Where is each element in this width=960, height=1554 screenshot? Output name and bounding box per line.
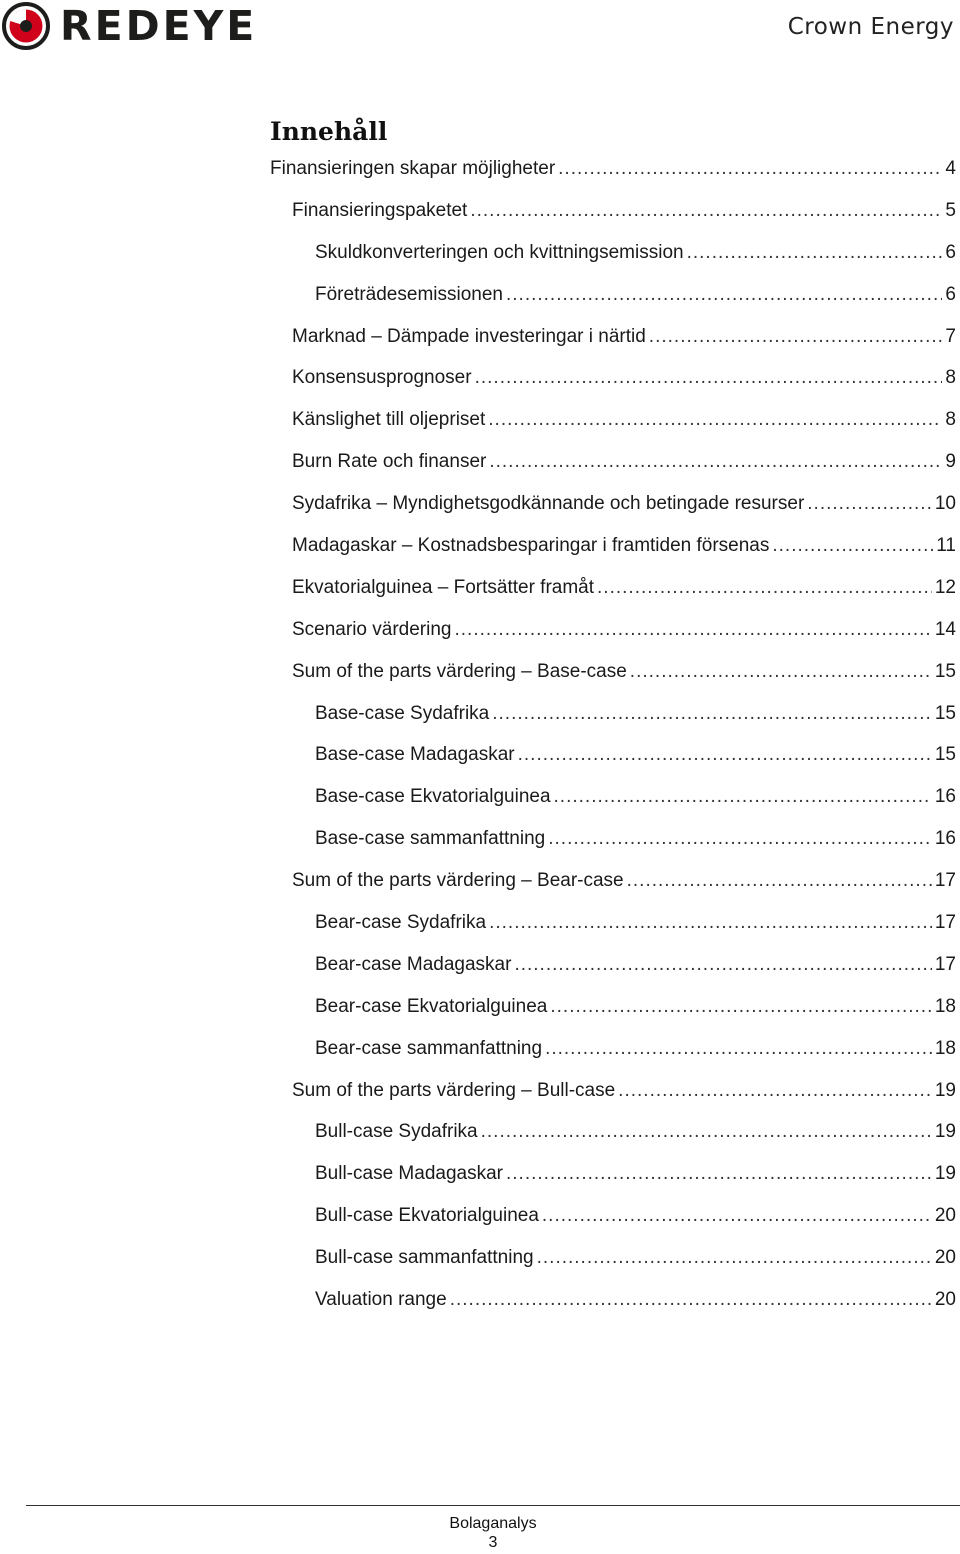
toc-entry[interactable] — [270, 493, 956, 535]
toc-entry[interactable] — [270, 661, 956, 703]
toc-entry-page: 8 — [945, 409, 956, 431]
toc-entry-page: 18 — [934, 995, 956, 1017]
toc-dot-leader — [649, 326, 943, 348]
redeye-eye-icon — [2, 2, 50, 50]
toc-entry-label: Konsensusprognoser — [292, 367, 472, 389]
toc-entry[interactable] — [270, 577, 956, 619]
toc-dot-leader — [597, 577, 932, 599]
toc-entry-label: Bull-case Madagaskar — [315, 1163, 503, 1185]
toc-dot-leader — [772, 535, 933, 557]
toc-dot-leader — [548, 828, 932, 850]
toc-entry-label: Finansieringspaketet — [292, 199, 468, 221]
toc-entry[interactable] — [270, 703, 956, 745]
toc-entry[interactable] — [270, 1289, 956, 1331]
toc-entry[interactable] — [270, 326, 956, 368]
toc-entry[interactable] — [270, 158, 956, 200]
toc-entry-label: Bull-case sammanfattning — [315, 1247, 534, 1269]
toc-entry-label: Känslighet till oljepriset — [292, 409, 486, 431]
toc-entry[interactable] — [270, 409, 956, 451]
toc-dot-leader — [506, 1163, 932, 1185]
toc-entry[interactable] — [270, 619, 956, 661]
toc-entry-page: 5 — [945, 199, 956, 221]
toc-dot-leader — [488, 409, 942, 431]
toc-dot-leader — [454, 619, 931, 641]
toc-entry-page: 4 — [945, 158, 956, 179]
toc-dot-leader — [537, 1247, 932, 1269]
toc-list — [270, 158, 956, 1331]
redeye-logo — [2, 2, 257, 50]
toc-entry[interactable] — [270, 996, 956, 1038]
toc-dot-leader — [475, 367, 943, 389]
toc-entry-page: 8 — [945, 367, 956, 389]
toc-entry-label: Valuation range — [315, 1289, 447, 1311]
toc-entry[interactable] — [270, 828, 956, 870]
toc-entry[interactable] — [270, 200, 956, 242]
toc-entry-label: Base-case Ekvatorialguinea — [315, 786, 551, 808]
toc-entry-label: Base-case Sydafrika — [315, 702, 490, 724]
toc-entry-label: Burn Rate och finanser — [292, 451, 487, 473]
toc-entry-label: Base-case sammanfattning — [315, 828, 546, 850]
page-footer — [0, 1514, 960, 1552]
toc-entry[interactable] — [270, 1163, 956, 1205]
toc-entry-page: 20 — [934, 1289, 956, 1311]
toc-entry-page: 19 — [934, 1121, 956, 1143]
toc-entry-page: 6 — [945, 241, 956, 263]
toc-entry-page: 17 — [934, 953, 956, 975]
toc-entry[interactable] — [270, 870, 956, 912]
toc-entry-page: 15 — [934, 702, 956, 724]
toc-entry-label: Base-case Madagaskar — [315, 744, 515, 766]
toc-dot-leader — [481, 1121, 932, 1143]
toc-entry[interactable] — [270, 1205, 956, 1247]
toc-entry-label: Scenario värdering — [292, 618, 452, 640]
toc-entry-page: 17 — [934, 870, 956, 892]
toc-entry[interactable] — [270, 1247, 956, 1289]
toc-dot-leader — [545, 1038, 932, 1060]
footer-doc-type: Bolaganalys — [449, 1515, 537, 1532]
toc-dot-leader — [470, 200, 942, 222]
toc-entry-page: 16 — [934, 786, 956, 808]
toc-entry[interactable] — [270, 786, 956, 828]
toc-entry[interactable] — [270, 284, 956, 326]
toc-entry-label: Bear-case Sydafrika — [315, 912, 487, 934]
toc-entry-label: Madagaskar – Kostnadsbesparingar i framtiden försenas — [292, 535, 770, 557]
toc-entry[interactable] — [270, 535, 956, 577]
toc-entry[interactable] — [270, 744, 956, 786]
toc-entry[interactable] — [270, 1080, 956, 1122]
toc-dot-leader — [687, 242, 943, 264]
toc-dot-leader — [554, 786, 932, 808]
toc-entry-label: Bear-case Ekvatorialguinea — [315, 995, 548, 1017]
toc-entry-label: Bear-case sammanfattning — [315, 1037, 543, 1059]
toc-dot-leader — [630, 661, 932, 683]
toc-entry-label: Sydafrika – Myndighetsgodkännande och betingade resurser — [292, 493, 805, 515]
toc-dot-leader — [550, 996, 932, 1018]
toc-dot-leader — [542, 1205, 932, 1227]
toc-entry[interactable] — [270, 1038, 956, 1080]
toc-dot-leader — [514, 954, 931, 976]
table-of-contents — [270, 112, 956, 1331]
brand-name: REDEYE — [60, 2, 258, 50]
toc-entry[interactable] — [270, 954, 956, 996]
toc-entry-label: Bull-case Ekvatorialguinea — [315, 1205, 539, 1227]
toc-entry-page: 14 — [934, 618, 956, 640]
toc-dot-leader — [506, 284, 942, 306]
page-header — [0, 0, 960, 56]
toc-dot-leader — [489, 451, 942, 473]
footer-divider — [26, 1505, 960, 1506]
toc-entry-page: 15 — [934, 744, 956, 766]
company-name: Crown Energy — [787, 14, 954, 40]
toc-entry-label: Finansieringen skapar möjligheter — [270, 158, 556, 179]
toc-dot-leader — [627, 870, 932, 892]
toc-entry-page: 20 — [934, 1247, 956, 1269]
toc-entry-page: 20 — [934, 1205, 956, 1227]
toc-entry-page: 15 — [934, 660, 956, 682]
toc-entry-label: Sum of the parts värdering – Base-case — [292, 660, 627, 682]
toc-entry[interactable] — [270, 242, 956, 284]
toc-entry-page: 10 — [934, 493, 956, 515]
toc-entry-page: 9 — [945, 451, 956, 473]
toc-dot-leader — [450, 1289, 932, 1311]
toc-entry-page: 12 — [934, 576, 956, 598]
toc-entry[interactable] — [270, 1121, 956, 1163]
toc-entry-page: 19 — [934, 1079, 956, 1101]
toc-entry-label: Företrädesemissionen — [315, 283, 503, 305]
toc-entry-page: 19 — [934, 1163, 956, 1185]
toc-entry-page: 18 — [934, 1037, 956, 1059]
toc-entry-label: Skuldkonverteringen och kvittningsemission — [315, 241, 684, 263]
toc-dot-leader — [489, 912, 932, 934]
toc-entry-page: 17 — [934, 912, 956, 934]
toc-dot-leader — [558, 158, 942, 180]
toc-entry-page: 6 — [945, 283, 956, 305]
toc-entry-label: Ekvatorialguinea – Fortsätter framåt — [292, 576, 595, 598]
toc-entry[interactable] — [270, 912, 956, 954]
toc-entry-label: Marknad – Dämpade investeringar i närtid — [292, 325, 646, 347]
toc-entry-page: 7 — [945, 325, 956, 347]
toc-entry[interactable] — [270, 367, 956, 409]
toc-entry-label: Bull-case Sydafrika — [315, 1121, 478, 1143]
toc-entry-label: Sum of the parts värdering – Bull-case — [292, 1079, 616, 1101]
toc-entry-label: Bear-case Madagaskar — [315, 953, 512, 975]
toc-entry[interactable] — [270, 451, 956, 493]
toc-entry-page: 11 — [936, 535, 956, 557]
toc-dot-leader — [618, 1080, 932, 1102]
toc-dot-leader — [492, 703, 932, 725]
toc-entry-label: Sum of the parts värdering – Bear-case — [292, 870, 624, 892]
footer-page-number: 3 — [488, 1534, 498, 1551]
toc-title: Innehåll — [270, 117, 388, 146]
toc-entry-page: 16 — [934, 828, 956, 850]
toc-dot-leader — [518, 744, 932, 766]
toc-dot-leader — [807, 493, 932, 515]
